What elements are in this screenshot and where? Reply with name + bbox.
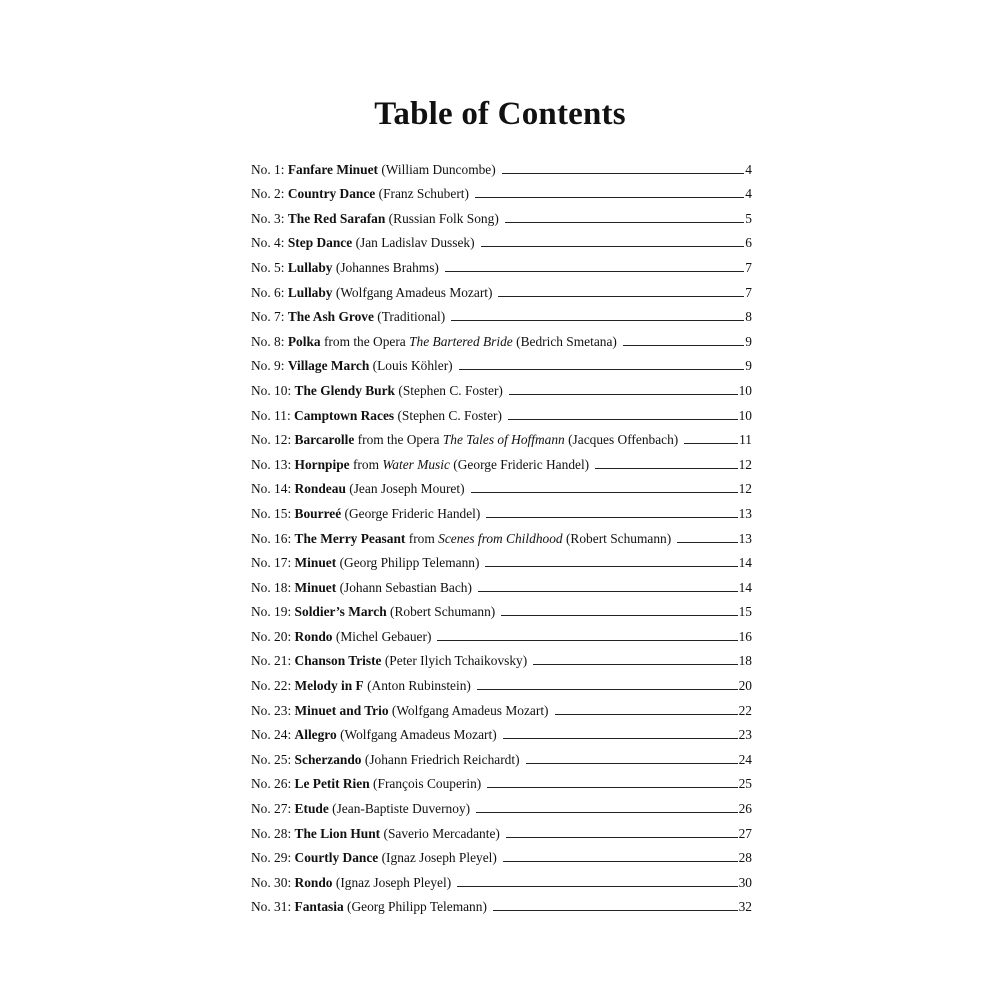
entry-composer: (Stephen C. Foster) xyxy=(398,382,503,398)
entry-number: No. 12: xyxy=(251,432,292,448)
entry-work-title: The Tales of Hoffmann xyxy=(442,432,565,448)
page-number: 6 xyxy=(745,235,752,251)
entry-title: The Lion Hunt xyxy=(294,825,381,841)
leader-line xyxy=(503,738,738,739)
entry-text xyxy=(251,383,509,399)
toc-entry[interactable] xyxy=(251,374,752,399)
page-number: 8 xyxy=(745,309,752,325)
entry-composer: (Jean Joseph Mouret) xyxy=(349,481,465,497)
entry-title: Bourreé xyxy=(294,505,342,521)
entry-number: No. 19: xyxy=(251,604,292,620)
leader-line xyxy=(437,640,737,641)
toc-entry[interactable] xyxy=(251,547,752,572)
leader-line xyxy=(502,173,745,174)
entry-title: Courtly Dance xyxy=(294,850,379,866)
entry-work-title: Scenes from Childhood xyxy=(438,530,563,546)
entry-title: Barcarolle xyxy=(294,432,355,448)
entry-text xyxy=(251,506,486,522)
entry-title: The Glendy Burk xyxy=(294,382,396,398)
entry-source-prefix: from xyxy=(352,456,379,472)
toc-entry[interactable] xyxy=(251,866,752,891)
page-number: 12 xyxy=(738,456,752,472)
toc-entry[interactable] xyxy=(251,571,752,596)
entry-composer: (Franz Schubert) xyxy=(378,186,469,202)
toc-entry[interactable] xyxy=(251,227,752,252)
entry-text xyxy=(251,776,487,792)
entry-text xyxy=(251,826,506,842)
toc-entry[interactable] xyxy=(251,743,752,768)
page-number: 7 xyxy=(745,284,752,300)
entry-number: No. 20: xyxy=(251,628,292,644)
entry-composer: (Anton Rubinstein) xyxy=(367,678,471,694)
page-number: 13 xyxy=(738,505,752,521)
page-number: 11 xyxy=(739,432,752,448)
entry-work-title: Water Music xyxy=(382,456,450,472)
leader-line xyxy=(451,320,744,321)
page-number: 24 xyxy=(738,751,752,767)
leader-line xyxy=(459,369,745,370)
page-number: 15 xyxy=(738,604,752,620)
entry-number: No. 4: xyxy=(251,235,285,251)
entry-title: Allegro xyxy=(294,727,337,743)
page-number: 27 xyxy=(738,825,752,841)
entry-title: Hornpipe xyxy=(294,456,350,472)
toc-entry[interactable] xyxy=(251,251,752,276)
entry-number: No. 5: xyxy=(251,259,285,275)
entry-text xyxy=(251,235,481,251)
leader-line xyxy=(533,664,737,665)
leader-line xyxy=(457,886,737,887)
leader-line xyxy=(526,763,738,764)
toc-entry[interactable] xyxy=(251,424,752,449)
page-number: 9 xyxy=(745,333,752,349)
page-number: 32 xyxy=(738,899,752,915)
page-number: 10 xyxy=(738,382,752,398)
page-number: 23 xyxy=(738,727,752,743)
toc-entry[interactable] xyxy=(251,399,752,424)
entry-number: No. 17: xyxy=(251,555,292,571)
toc-entry[interactable] xyxy=(251,153,752,178)
page-number: 14 xyxy=(738,555,752,571)
entry-source-prefix: from xyxy=(408,530,435,546)
page-number: 28 xyxy=(738,850,752,866)
entry-number: No. 3: xyxy=(251,210,285,226)
table-of-contents xyxy=(251,153,752,915)
entry-title: Minuet xyxy=(294,579,337,595)
entry-text xyxy=(251,432,684,448)
entry-title: Step Dance xyxy=(287,235,353,251)
page-number: 14 xyxy=(738,579,752,595)
entry-composer: (Traditional) xyxy=(377,309,446,325)
entry-title: The Red Sarafan xyxy=(287,210,386,226)
toc-entry[interactable] xyxy=(251,620,752,645)
toc-entry[interactable] xyxy=(251,792,752,817)
leader-line xyxy=(595,468,737,469)
entry-composer: (Wolfgang Amadeus Mozart) xyxy=(340,727,497,743)
toc-entry[interactable] xyxy=(251,694,752,719)
entry-composer: (Peter Ilyich Tchaikovsky) xyxy=(384,653,528,669)
entry-composer: (Jean-Baptiste Duvernoy) xyxy=(332,801,471,817)
entry-composer: (William Duncombe) xyxy=(381,161,496,177)
entry-text xyxy=(251,309,451,325)
entry-source-prefix: from the Opera xyxy=(323,333,406,349)
entry-title: Lullaby xyxy=(287,284,333,300)
entry-text xyxy=(251,334,623,350)
entry-title: Minuet and Trio xyxy=(294,702,389,718)
leader-line xyxy=(503,861,738,862)
entry-number: No. 8: xyxy=(251,333,285,349)
entry-text xyxy=(251,629,437,645)
entry-text xyxy=(251,604,501,620)
entry-number: No. 16: xyxy=(251,530,292,546)
toc-entry[interactable] xyxy=(251,301,752,326)
entry-text xyxy=(251,678,477,694)
toc-entry[interactable] xyxy=(251,842,752,867)
leader-line xyxy=(623,345,744,346)
page-number: 30 xyxy=(738,874,752,890)
entry-composer: (Robert Schumann) xyxy=(390,604,496,620)
entry-text xyxy=(251,285,498,301)
entry-number: No. 1: xyxy=(251,161,285,177)
leader-line xyxy=(445,271,744,272)
entry-text xyxy=(251,260,445,276)
toc-entry[interactable] xyxy=(251,276,752,301)
entry-title: Polka xyxy=(287,333,321,349)
page-number: 18 xyxy=(738,653,752,669)
leader-line xyxy=(481,246,745,247)
entry-title: Fantasia xyxy=(294,899,344,915)
entry-number: No. 22: xyxy=(251,678,292,694)
entry-text xyxy=(251,358,459,374)
leader-line xyxy=(501,615,737,616)
entry-composer: (Saverio Mercadante) xyxy=(383,825,500,841)
leader-line xyxy=(475,197,744,198)
entry-title: Soldier’s March xyxy=(294,604,387,620)
entry-composer: (Michel Gebauer) xyxy=(335,628,432,644)
entry-title: Le Petit Rien xyxy=(294,776,370,792)
entry-text xyxy=(251,752,526,768)
toc-entry[interactable] xyxy=(251,596,752,621)
entry-number: No. 27: xyxy=(251,801,292,817)
entry-title: Chanson Triste xyxy=(294,653,382,669)
entry-number: No. 24: xyxy=(251,727,292,743)
leader-line xyxy=(478,591,738,592)
entry-title: Country Dance xyxy=(287,186,376,202)
toc-entry[interactable] xyxy=(251,497,752,522)
toc-entry[interactable] xyxy=(251,719,752,744)
entry-text xyxy=(251,481,471,497)
entry-title: Village March xyxy=(287,358,370,374)
leader-line xyxy=(506,837,738,838)
entry-title: Camptown Races xyxy=(294,407,395,423)
entry-text xyxy=(251,211,505,227)
entry-composer: (Georg Philipp Telemann) xyxy=(339,555,480,571)
leader-line xyxy=(555,714,738,715)
entry-composer: (Johann Sebastian Bach) xyxy=(339,579,472,595)
entry-title: Melody in F xyxy=(294,678,364,694)
leader-line xyxy=(684,443,738,444)
page-number: 13 xyxy=(738,530,752,546)
page-title: Table of Contents xyxy=(374,96,626,132)
entry-text xyxy=(251,850,503,866)
entry-composer: (Georg Philipp Telemann) xyxy=(347,899,487,915)
leader-line xyxy=(477,689,738,690)
entry-number: No. 26: xyxy=(251,776,292,792)
entry-text xyxy=(251,899,493,915)
entry-number: No. 21: xyxy=(251,653,292,669)
entry-composer: (George Frideric Handel) xyxy=(453,456,590,472)
page-number: 10 xyxy=(738,407,752,423)
page-number: 5 xyxy=(745,210,752,226)
entry-text xyxy=(251,408,508,424)
entry-text xyxy=(251,186,475,202)
entry-number: No. 28: xyxy=(251,825,292,841)
page-number: 7 xyxy=(745,259,752,275)
leader-line xyxy=(476,812,738,813)
entry-text xyxy=(251,875,457,891)
entry-title: Minuet xyxy=(294,555,337,571)
entry-number: No. 11: xyxy=(251,407,291,423)
leader-line xyxy=(493,910,738,911)
entry-composer: (Stephen C. Foster) xyxy=(397,407,502,423)
page-number: 4 xyxy=(745,161,752,177)
page-number: 9 xyxy=(745,358,752,374)
entry-number: No. 31: xyxy=(251,899,292,915)
entry-title: Rondeau xyxy=(294,481,346,497)
entry-number: No. 29: xyxy=(251,850,292,866)
entry-title: The Ash Grove xyxy=(287,309,374,325)
entry-text xyxy=(251,555,485,571)
toc-entry[interactable] xyxy=(251,448,752,473)
entry-title: Lullaby xyxy=(287,259,333,275)
toc-entry[interactable] xyxy=(251,669,752,694)
leader-line xyxy=(509,394,738,395)
page-number: 4 xyxy=(745,186,752,202)
entry-title: The Merry Peasant xyxy=(294,530,406,546)
entry-text xyxy=(251,703,555,719)
entry-number: No. 23: xyxy=(251,702,292,718)
entry-composer: (Robert Schumann) xyxy=(565,530,672,546)
entry-work-title: The Bartered Bride xyxy=(409,333,513,349)
entry-composer: (Johann Friedrich Reichardt) xyxy=(364,751,520,767)
leader-line xyxy=(487,787,737,788)
entry-title: Rondo xyxy=(294,628,333,644)
entry-number: No. 6: xyxy=(251,284,285,300)
toc-entry[interactable] xyxy=(251,178,752,203)
page-number: 26 xyxy=(738,801,752,817)
entry-number: No. 25: xyxy=(251,751,292,767)
toc-entry[interactable] xyxy=(251,522,752,547)
entry-composer: (Wolfgang Amadeus Mozart) xyxy=(335,284,493,300)
toc-entry[interactable] xyxy=(251,350,752,375)
entry-source-prefix: from the Opera xyxy=(357,432,440,448)
entry-number: No. 7: xyxy=(251,309,285,325)
page-number: 20 xyxy=(738,678,752,694)
entry-composer: (Louis Köhler) xyxy=(372,358,453,374)
entry-text xyxy=(251,531,677,547)
entry-composer: (Ignaz Joseph Pleyel) xyxy=(335,874,452,890)
toc-entry[interactable] xyxy=(251,817,752,842)
toc-entry[interactable] xyxy=(251,768,752,793)
leader-line xyxy=(508,419,738,420)
entry-composer: (Jacques Offenbach) xyxy=(568,432,679,448)
leader-line xyxy=(485,566,737,567)
leader-line xyxy=(498,296,744,297)
leader-line xyxy=(486,517,737,518)
entry-number: No. 10: xyxy=(251,382,292,398)
entry-number: No. 9: xyxy=(251,358,285,374)
page-number: 16 xyxy=(738,628,752,644)
entry-text xyxy=(251,457,595,473)
entry-number: No. 13: xyxy=(251,456,292,472)
toc-entry[interactable] xyxy=(251,325,752,350)
entry-composer: (Ignaz Joseph Pleyel) xyxy=(381,850,497,866)
entry-composer: (Johannes Brahms) xyxy=(335,259,439,275)
entry-text xyxy=(251,653,533,669)
entry-number: No. 30: xyxy=(251,874,292,890)
entry-composer: (Wolfgang Amadeus Mozart) xyxy=(391,702,549,718)
toc-entry[interactable] xyxy=(251,473,752,498)
leader-line xyxy=(505,222,745,223)
page-number: 22 xyxy=(738,702,752,718)
entry-title: Etude xyxy=(294,801,329,817)
page-number: 12 xyxy=(738,481,752,497)
entry-text xyxy=(251,162,502,178)
entry-composer: (George Frideric Handel) xyxy=(344,505,481,521)
page-number: 25 xyxy=(738,776,752,792)
entry-title: Rondo xyxy=(294,874,333,890)
entry-text xyxy=(251,580,478,596)
entry-number: No. 18: xyxy=(251,579,292,595)
entry-composer: (Bedrich Smetana) xyxy=(516,333,617,349)
entry-composer: (Russian Folk Song) xyxy=(388,210,499,226)
entry-number: No. 2: xyxy=(251,186,285,202)
entry-number: No. 14: xyxy=(251,481,292,497)
leader-line xyxy=(471,492,738,493)
entry-composer: (François Couperin) xyxy=(373,776,482,792)
entry-title: Scherzando xyxy=(294,751,362,767)
entry-title: Fanfare Minuet xyxy=(287,161,378,177)
toc-entry[interactable] xyxy=(251,645,752,670)
entry-composer: (Jan Ladislav Dussek) xyxy=(355,235,475,251)
toc-entry[interactable] xyxy=(251,891,752,916)
leader-line xyxy=(677,542,737,543)
entry-text xyxy=(251,801,476,817)
entry-number: No. 15: xyxy=(251,505,292,521)
toc-entry[interactable] xyxy=(251,202,752,227)
entry-text xyxy=(251,727,503,743)
